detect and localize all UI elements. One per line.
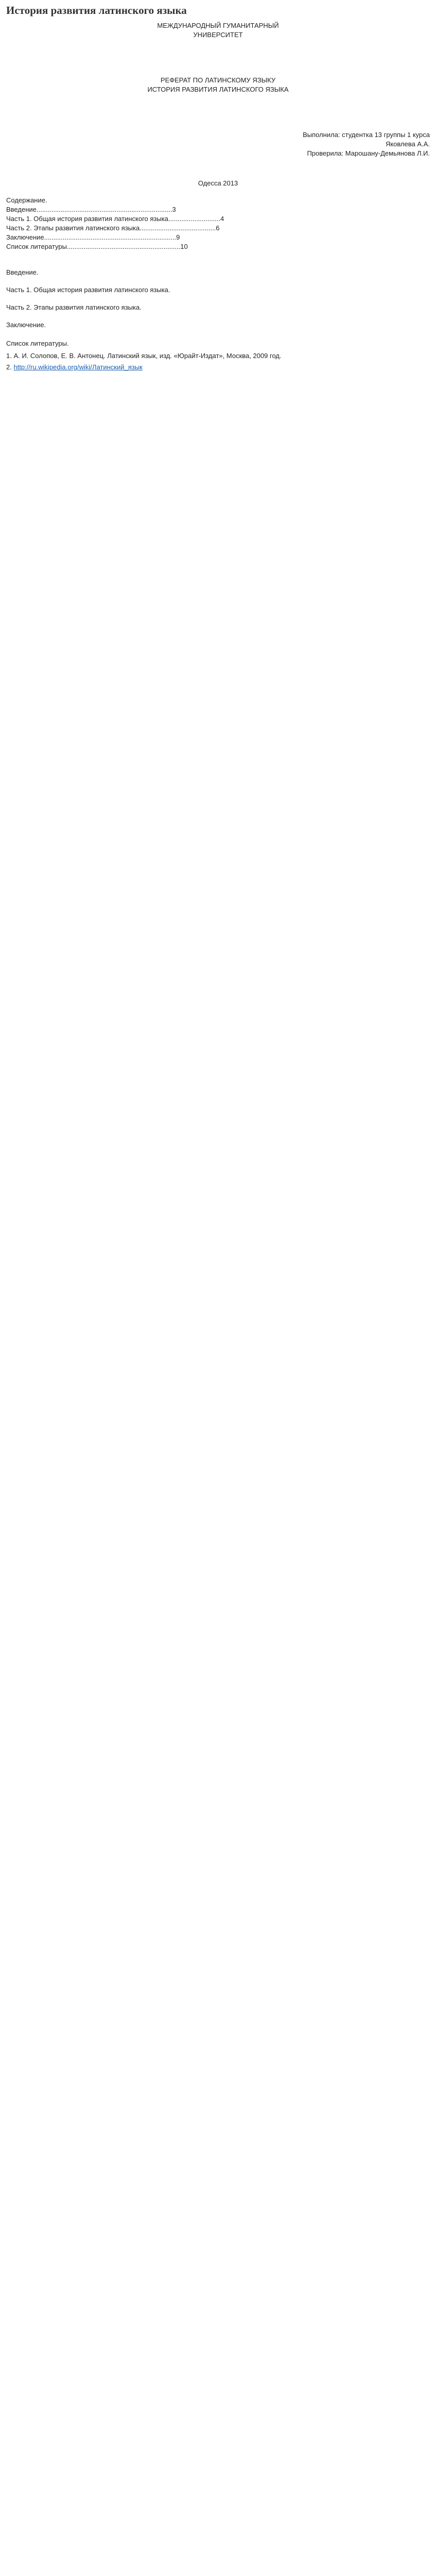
contents-item: Часть 1. Общая история развития латинского языка............................4 — [6, 215, 224, 223]
contents-heading: Содержание. — [6, 196, 47, 205]
document-section — [6, 303, 430, 312]
performed-by: Выполнила: студентка 13 группы 1 курса — [303, 130, 430, 139]
document-section — [6, 268, 430, 277]
document-body — [6, 268, 430, 330]
report-line-1: РЕФЕРАТ ПО ЛАТИНСКОМУ ЯЗЫКУ — [160, 76, 276, 84]
student-name: Яковлева А.А. — [385, 140, 430, 148]
page-title: История развития латинского языка — [6, 4, 187, 16]
university-line-2: УНИВЕРСИТЕТ — [193, 30, 243, 39]
contents-list — [6, 205, 430, 251]
contents-item: Заключение.......................................................................9 — [6, 233, 180, 242]
document-section — [6, 320, 430, 330]
checked-by: Проверила: Марошану-Демьянова Л.И. — [307, 149, 430, 157]
document-section — [6, 285, 430, 295]
report-line-2: ИСТОРИЯ РАЗВИТИЯ ЛАТИНСКОГО ЯЗЫКА — [147, 85, 289, 93]
section-heading: Часть 2. Этапы развития латинского языка. — [6, 303, 142, 311]
title-block — [6, 21, 430, 188]
contents-item: Введение.........................................................................3 — [6, 206, 176, 214]
references-list — [6, 351, 430, 372]
reference-link[interactable]: http://ru.wikipedia.org/wiki/Латинский_язык — [13, 363, 143, 371]
university-line-1: МЕЖДУНАРОДНЫЙ ГУМАНИТАРНЫЙ — [157, 21, 279, 29]
references-heading: Список литературы. — [6, 339, 69, 347]
reference-item: 1. А. И. Солопов, Е. В. Антонец. Латинский язык, изд. «Юрайт-Издат», Москва, 2009 год. — [6, 351, 282, 360]
contents-item: Часть 2. Этапы развития латинского языка.........................................6 — [6, 224, 220, 232]
section-heading: Часть 1. Общая история развития латинского языка. — [6, 286, 170, 294]
reference-item: 2. http://ru.wikipedia.org/wiki/Латинский_язык — [6, 363, 143, 371]
contents-item: Список литературы.............................................................10 — [6, 243, 188, 251]
section-heading: Заключение. — [6, 320, 46, 329]
references-block — [6, 339, 430, 372]
table-of-contents — [6, 196, 430, 251]
document-page — [0, 0, 436, 384]
section-heading: Введение. — [6, 268, 39, 277]
city-year: Одесса 2013 — [198, 179, 238, 187]
